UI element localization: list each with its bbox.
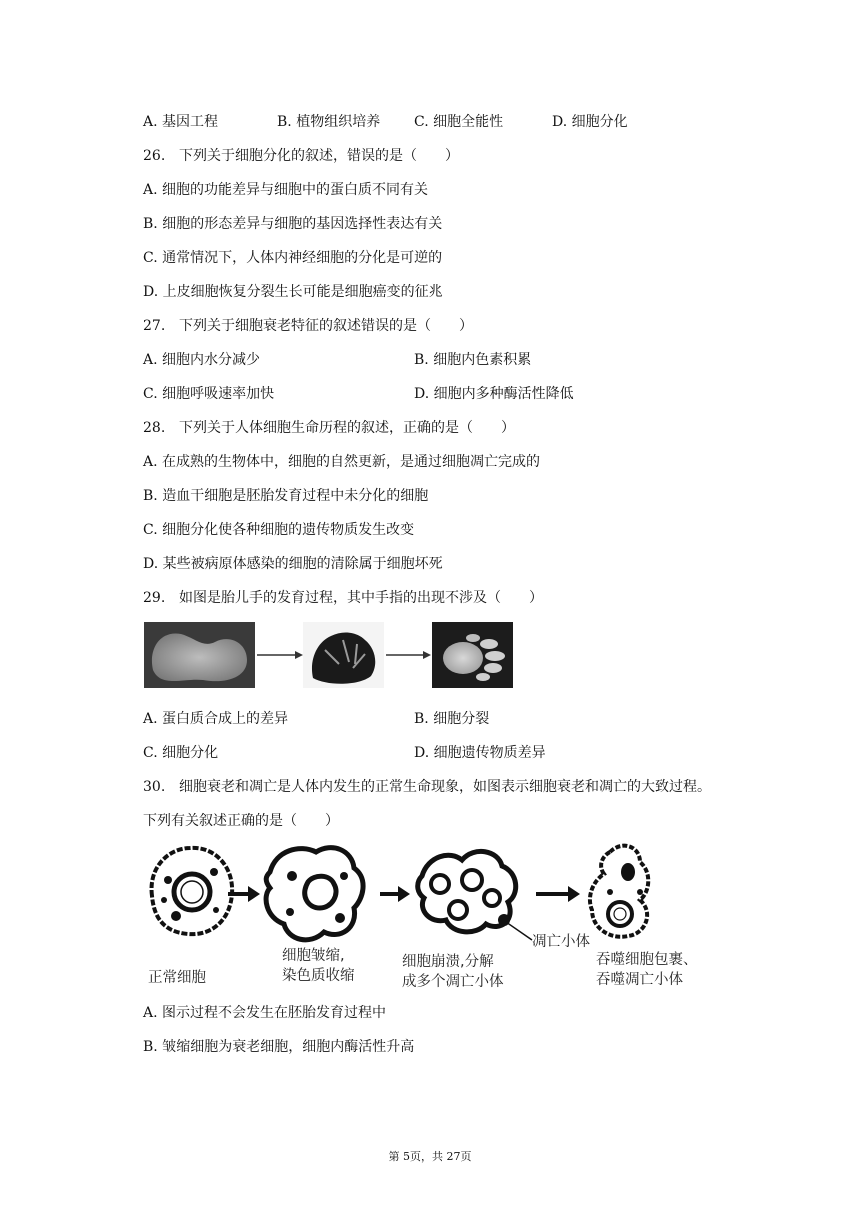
- q28-option-a: A. 在成熟的生物体中，细胞的自然更新，是通过细胞凋亡完成的: [143, 454, 541, 470]
- q27-option-a: A. 细胞内水分减少: [143, 352, 261, 368]
- q29-option-c: C. 细胞分化: [143, 745, 219, 761]
- apoptotic-body-label: 凋亡小体: [532, 934, 590, 950]
- q29-option-a: A. 蛋白质合成上的差异: [143, 711, 289, 727]
- q26-option-a: A. 细胞的功能差异与细胞中的蛋白质不同有关: [143, 182, 429, 198]
- collapse-label-line-1: 细胞崩溃,分解: [402, 954, 494, 970]
- shrink-label-line-1: 细胞皱缩,: [282, 948, 345, 964]
- arrow-icon: [386, 651, 431, 659]
- shrink-label-line-2: 染色质收缩: [282, 968, 355, 984]
- engulf-label-line-1: 吞噬细胞包裹、: [596, 952, 698, 968]
- q30-option-a: A. 图示过程不会发生在胚胎发育过程中: [143, 1005, 387, 1021]
- q29-option-b: B. 细胞分裂: [414, 711, 490, 727]
- q29-stem: 29. 如图是胎儿手的发育过程，其中手指的出现不涉及（ ）: [143, 590, 543, 606]
- arrow-icon: [257, 651, 303, 659]
- q25-option-c: C. 细胞全能性: [414, 114, 504, 130]
- collapse-label-line-2: 成多个凋亡小体: [402, 974, 504, 990]
- hand-stage-2-image: [303, 622, 384, 688]
- phagocyte-image: [590, 846, 648, 937]
- q28-stem: 28. 下列关于人体细胞生命历程的叙述，正确的是（ ）: [143, 420, 515, 436]
- q27-stem: 27. 下列关于细胞衰老特征的叙述错误的是（ ）: [143, 318, 473, 334]
- arrow-icon: [380, 886, 410, 902]
- q26-option-c: C. 通常情况下，人体内神经细胞的分化是可逆的: [143, 250, 443, 266]
- shrunk-cell-image: [266, 848, 363, 940]
- apoptosis-figure: [140, 836, 740, 996]
- q28-option-d: D. 某些被病原体感染的细胞的清除属于细胞坏死: [143, 556, 443, 572]
- q28-option-c: C. 细胞分化使各种细胞的遗传物质发生改变: [143, 522, 415, 538]
- q26-stem: 26. 下列关于细胞分化的叙述，错误的是（ ）: [143, 148, 459, 164]
- normal-cell-image: [152, 848, 233, 934]
- hand-stage-1-image: [144, 622, 255, 688]
- q26-option-b: B. 细胞的形态差异与细胞的基因选择性表达有关: [143, 216, 443, 232]
- q26-option-d: D. 上皮细胞恢复分裂生长可能是细胞癌变的征兆: [143, 284, 443, 300]
- q30-stem-line-1: 30. 细胞衰老和凋亡是人体内发生的正常生命现象，如图表示细胞衰老和凋亡的大致过程。: [143, 779, 711, 795]
- q25-option-d: D. 细胞分化: [552, 114, 628, 130]
- arrow-icon: [536, 886, 580, 902]
- q25-option-b: B. 植物组织培养: [277, 114, 381, 130]
- q25-option-a: A. 基因工程: [143, 114, 219, 130]
- engulf-label-line-2: 吞噬凋亡小体: [596, 972, 683, 988]
- hand-stage-3-image: [432, 622, 513, 688]
- page-footer: 第 5页，共 27页: [388, 1150, 472, 1163]
- q29-option-d: D. 细胞遗传物质差异: [414, 745, 546, 761]
- normal-cell-label: 正常细胞: [148, 970, 206, 986]
- fetal-hand-figure: [143, 620, 523, 692]
- collapsing-cell-image: [418, 851, 532, 940]
- q30-stem-line-2: 下列有关叙述正确的是（ ）: [143, 813, 339, 829]
- q28-option-b: B. 造血干细胞是胚胎发育过程中未分化的细胞: [143, 488, 429, 504]
- q27-option-d: D. 细胞内多种酶活性降低: [414, 386, 574, 402]
- q27-option-c: C. 细胞呼吸速率加快: [143, 386, 275, 402]
- q27-option-b: B. 细胞内色素积累: [414, 352, 532, 368]
- q30-option-b: B. 皱缩细胞为衰老细胞，细胞内酶活性升高: [143, 1039, 415, 1055]
